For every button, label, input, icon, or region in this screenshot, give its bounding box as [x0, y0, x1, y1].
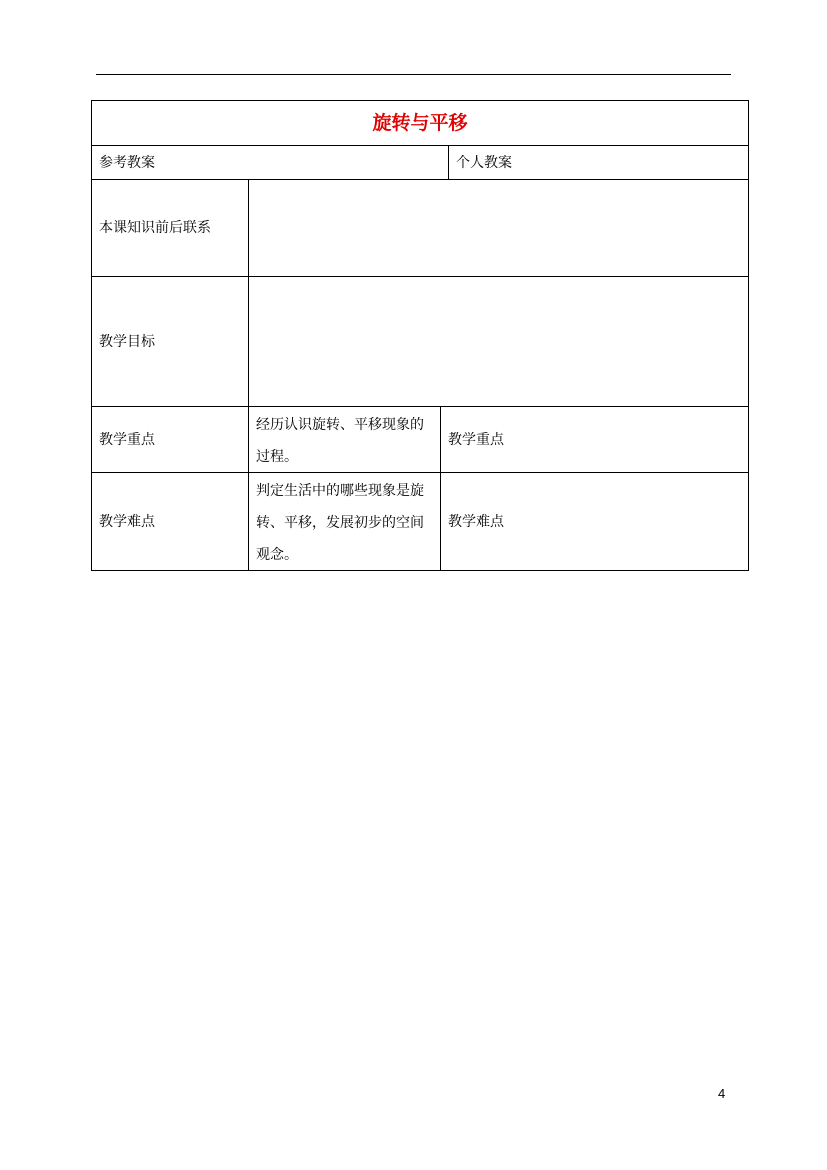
row-label-teaching-objectives: 教学目标 [91, 276, 249, 407]
personal-plan-header: 个人教案 [448, 145, 749, 180]
page-number: 4 [718, 1086, 726, 1101]
row-label-difficulties: 教学难点 [91, 472, 249, 571]
row-label-knowledge-connection: 本课知识前后联系 [91, 179, 249, 277]
row-personal-key-points: 教学重点 [440, 406, 749, 473]
reference-plan-header: 参考教案 [91, 145, 449, 180]
row-content-knowledge-connection [248, 179, 749, 277]
row-content-difficulties: 判定生活中的哪些现象是旋转、平移，发展初步的空间观念。 [248, 472, 441, 571]
row-content-key-points: 经历认识旋转、平移现象的过程。 [248, 406, 441, 473]
header-rule [96, 74, 731, 75]
row-label-key-points: 教学重点 [91, 406, 249, 473]
row-content-teaching-objectives [248, 276, 749, 407]
lesson-plan-table [91, 100, 749, 571]
row-personal-difficulties: 教学难点 [440, 472, 749, 571]
lesson-title: 旋转与平移 [91, 100, 749, 146]
